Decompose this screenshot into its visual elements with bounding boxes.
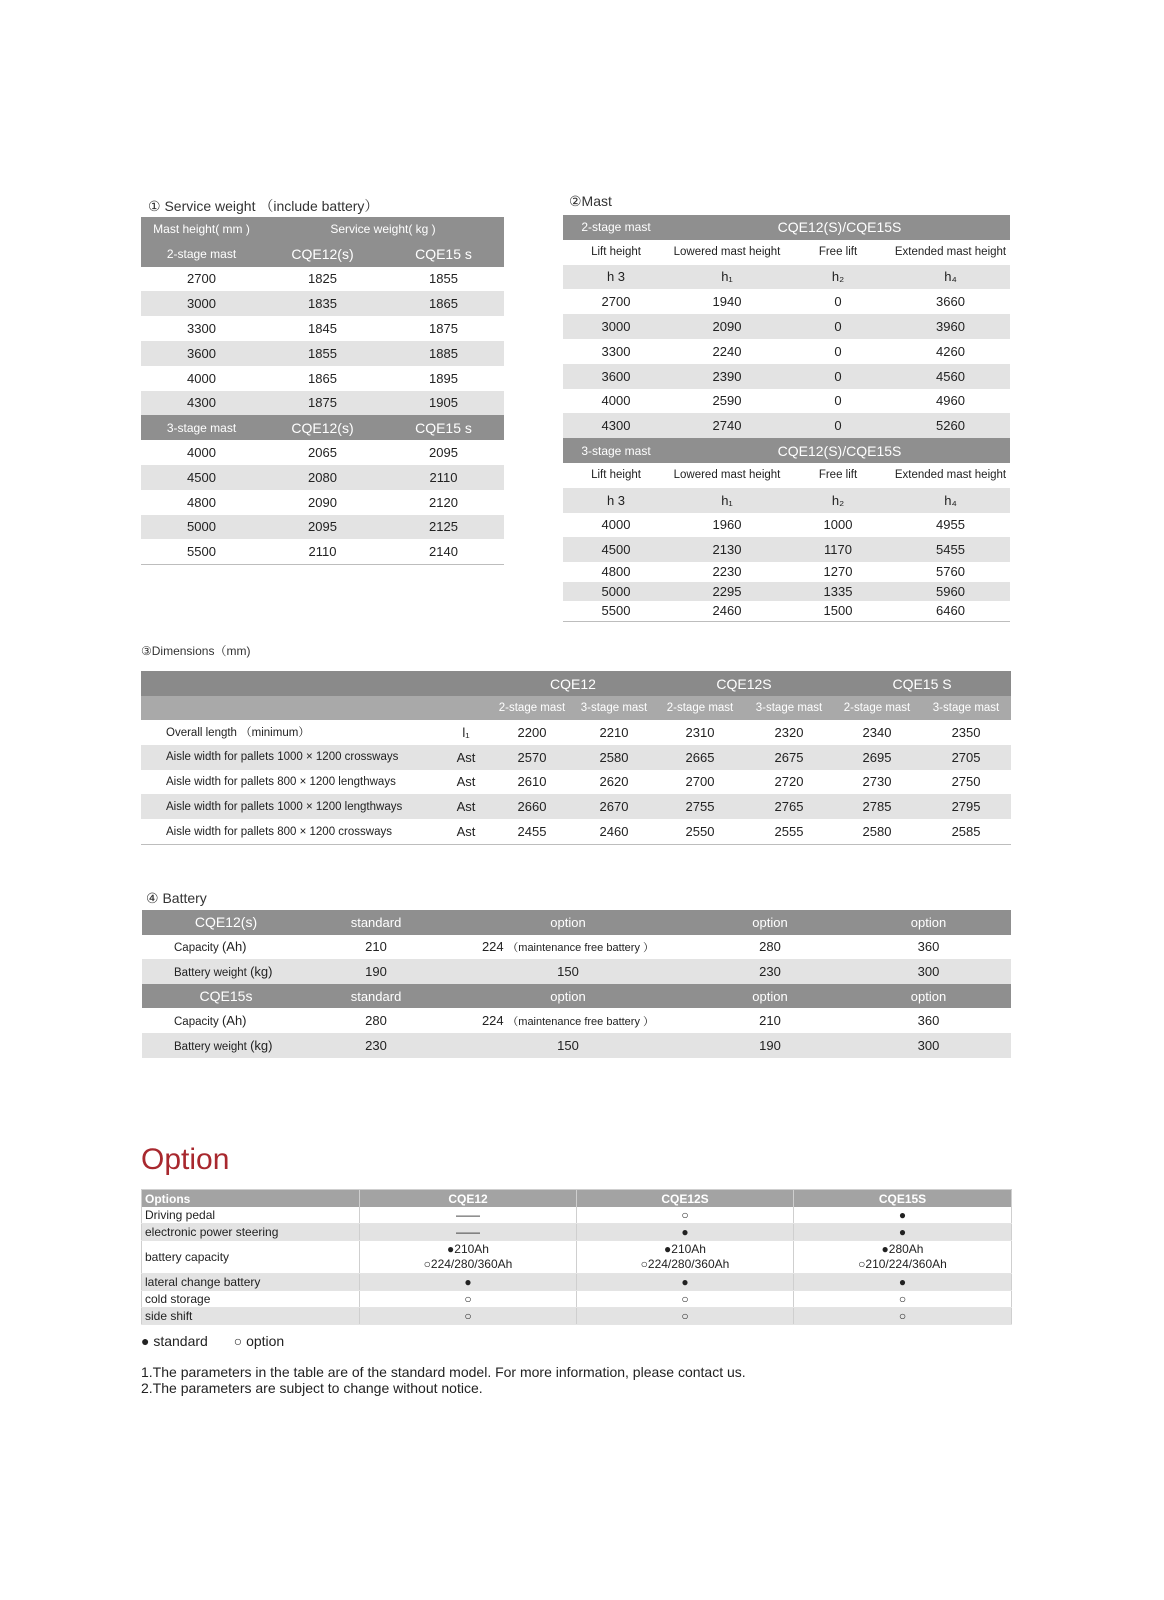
stage-label: 2-stage mast bbox=[833, 696, 921, 720]
service-weight-caption: ① Service weight （include battery） bbox=[148, 198, 379, 214]
cell: 2320 bbox=[774, 724, 804, 740]
cell: 3000 bbox=[141, 291, 262, 316]
mast-labels-row bbox=[563, 463, 1010, 488]
cell: 1500 bbox=[785, 601, 891, 621]
cell: —— bbox=[360, 1207, 577, 1224]
table-row bbox=[142, 1241, 1012, 1274]
cell: 2750 bbox=[951, 774, 981, 790]
cell-note: （maintenance free battery ） bbox=[507, 941, 655, 954]
cell: ● bbox=[794, 1207, 1012, 1224]
unit: (kg) bbox=[250, 1037, 273, 1053]
cell: 300 bbox=[846, 959, 1011, 984]
symbol: l₁ bbox=[462, 724, 470, 740]
table-row bbox=[142, 935, 1011, 960]
cell: 2755 bbox=[655, 794, 745, 819]
table-row bbox=[142, 1207, 1012, 1224]
symbol: Ast bbox=[441, 794, 491, 819]
cell: 3300 bbox=[601, 343, 631, 359]
cell: 210 bbox=[365, 939, 387, 955]
table-row bbox=[141, 490, 504, 515]
column-header: CQE12S bbox=[577, 1190, 794, 1208]
symbol: h₂ bbox=[785, 265, 891, 290]
cell: 3600 bbox=[563, 364, 669, 389]
cell: 4300 bbox=[563, 413, 669, 438]
table-row bbox=[141, 720, 1011, 745]
mast-group-header bbox=[563, 215, 1010, 240]
cell: 2460 bbox=[573, 819, 655, 844]
symbol: Ast bbox=[441, 745, 491, 770]
cell: 230 bbox=[694, 959, 846, 984]
cell: 2240 bbox=[712, 343, 742, 359]
mast-symbols-row bbox=[563, 265, 1010, 290]
row-label bbox=[142, 1008, 310, 1033]
cell: 2295 bbox=[669, 582, 785, 602]
cell: 1270 bbox=[823, 564, 853, 580]
cell: 2695 bbox=[833, 745, 921, 770]
cell: 0 bbox=[834, 343, 842, 359]
cell: 2230 bbox=[712, 564, 742, 580]
table-row bbox=[141, 515, 504, 540]
symbol: h₁ bbox=[669, 488, 785, 513]
cell: 190 bbox=[310, 959, 442, 984]
cell: 4000 bbox=[187, 370, 216, 386]
option-name: lateral change battery bbox=[142, 1274, 360, 1291]
cell: 2665 bbox=[655, 745, 745, 770]
cell: ● bbox=[360, 1274, 577, 1291]
model-label: CQE15s bbox=[142, 984, 310, 1009]
cell: 2765 bbox=[745, 794, 833, 819]
cell: 0 bbox=[785, 364, 891, 389]
stage-label: 2-stage mast bbox=[655, 696, 745, 720]
cell: 2455 bbox=[491, 819, 573, 844]
cell: 4000 bbox=[601, 393, 631, 409]
model-label: CQE12S bbox=[655, 671, 833, 696]
table-row bbox=[563, 513, 1010, 538]
cell: 2090 bbox=[308, 494, 337, 510]
cell-line: ○224/280/360Ah bbox=[640, 1257, 730, 1271]
option-name: battery capacity bbox=[142, 1241, 360, 1274]
cell: ● bbox=[794, 1274, 1012, 1291]
cell-line: ●210Ah bbox=[447, 1242, 489, 1256]
cell: 2590 bbox=[712, 393, 742, 409]
cell: 360 bbox=[917, 1013, 940, 1029]
table-row bbox=[563, 582, 1010, 602]
table-row bbox=[142, 1291, 1012, 1308]
table-row bbox=[141, 770, 1011, 795]
cell: 5960 bbox=[891, 582, 1010, 602]
column-label: option bbox=[846, 910, 1011, 935]
stage-label: 3-stage mast bbox=[745, 696, 833, 720]
cell: 2340 bbox=[862, 724, 892, 740]
symbol: h 3 bbox=[563, 488, 669, 513]
cell: 4800 bbox=[601, 564, 631, 580]
symbol: Ast bbox=[441, 819, 491, 844]
symbol: h₁ bbox=[669, 265, 785, 290]
cell: ○ bbox=[577, 1207, 794, 1224]
row-description: Aisle width for pallets 1000 × 1200 lengthways bbox=[141, 794, 441, 819]
cell: 5260 bbox=[891, 413, 1010, 438]
cell: 4560 bbox=[891, 364, 1010, 389]
cell: 2310 bbox=[685, 724, 715, 740]
cell: 3660 bbox=[936, 294, 965, 310]
cell: 2125 bbox=[383, 515, 504, 540]
column-label: Lowered mast height bbox=[673, 469, 781, 482]
cell: 1885 bbox=[383, 341, 504, 366]
cell: 5000 bbox=[563, 582, 669, 602]
column-label: option bbox=[846, 984, 1011, 1009]
cell: 5455 bbox=[891, 537, 1010, 562]
table-row bbox=[141, 539, 504, 564]
cell: 2795 bbox=[921, 794, 1011, 819]
cell: ○ bbox=[577, 1291, 794, 1308]
row-label-text: Battery weight bbox=[174, 966, 247, 979]
cell: ○ bbox=[794, 1308, 1012, 1325]
table-row bbox=[563, 389, 1010, 414]
cell: ● bbox=[794, 1224, 1012, 1241]
cell: ○ bbox=[360, 1308, 577, 1325]
cell: 1960 bbox=[712, 517, 742, 533]
mast-labels-row bbox=[563, 240, 1010, 265]
cell: 1905 bbox=[383, 391, 504, 416]
battery-group-header bbox=[142, 910, 1011, 935]
row-label-text: Capacity bbox=[174, 942, 219, 955]
table-row bbox=[142, 1308, 1012, 1325]
cell: 5000 bbox=[141, 515, 262, 540]
table-row bbox=[142, 1008, 1011, 1033]
cell: 2620 bbox=[599, 774, 629, 790]
cell: 2700 bbox=[601, 294, 631, 310]
model-label: CQE12(S)/CQE15S bbox=[669, 215, 1010, 240]
service-weight-header-row bbox=[141, 217, 504, 242]
group-label: 3-stage mast bbox=[563, 438, 669, 463]
column-label: Free lift bbox=[818, 469, 858, 482]
cell: 300 bbox=[846, 1033, 1011, 1058]
cell-line: ●280Ah bbox=[881, 1242, 924, 1256]
cell: 2080 bbox=[262, 465, 383, 490]
cell: 2730 bbox=[862, 774, 892, 790]
cell-line: ○224/280/360Ah bbox=[423, 1257, 513, 1271]
cell-note: （maintenance free battery ） bbox=[507, 1015, 655, 1028]
cell: 2700 bbox=[685, 774, 715, 790]
column-label: Lift height bbox=[591, 246, 641, 259]
cell-value: 224 bbox=[481, 938, 504, 954]
cell: 3300 bbox=[187, 321, 216, 337]
cell: 3600 bbox=[141, 341, 262, 366]
cell: 0 bbox=[834, 393, 842, 409]
column-label: standard bbox=[310, 910, 442, 935]
cell: ● bbox=[577, 1224, 794, 1241]
group-label: 2-stage mast bbox=[141, 242, 262, 267]
column-label: option bbox=[442, 984, 694, 1009]
option-title: Option bbox=[141, 1143, 230, 1176]
mast-height-header: Mast height( mm ) bbox=[141, 217, 262, 242]
row-description: Aisle width for pallets 800 × 1200 lengthways bbox=[166, 775, 396, 788]
column-label: option bbox=[694, 984, 846, 1009]
cell bbox=[442, 935, 694, 960]
cell: 2350 bbox=[951, 724, 981, 740]
table-row bbox=[141, 316, 504, 341]
group-label: 3-stage mast bbox=[141, 415, 262, 440]
cell: 4960 bbox=[936, 393, 965, 409]
cell: 2120 bbox=[429, 494, 458, 510]
table-row bbox=[141, 391, 504, 416]
cell: —— bbox=[360, 1224, 577, 1241]
service-weight-table bbox=[141, 217, 504, 565]
option-legend bbox=[141, 1333, 306, 1349]
column-header: CQE15S bbox=[794, 1190, 1012, 1208]
model-label: CQE15 s bbox=[383, 415, 504, 440]
column-label: Free lift bbox=[818, 246, 858, 259]
cell: 2785 bbox=[833, 794, 921, 819]
column-label: option bbox=[694, 910, 846, 935]
mast-caption: ②Mast bbox=[569, 193, 612, 209]
mast-symbols-row bbox=[563, 488, 1010, 513]
cell: 230 bbox=[310, 1033, 442, 1058]
cell: 2390 bbox=[669, 364, 785, 389]
unit: (kg) bbox=[250, 963, 273, 979]
mast-table bbox=[563, 215, 1010, 622]
option-header-row bbox=[142, 1190, 1012, 1208]
row-description: Aisle width for pallets 800 × 1200 crossways bbox=[141, 819, 441, 844]
cell: 2670 bbox=[573, 794, 655, 819]
note-line: 2.The parameters are subject to change without notice. bbox=[141, 1380, 483, 1396]
symbol: h₄ bbox=[891, 488, 1010, 513]
cell bbox=[360, 1241, 577, 1274]
symbol: Ast bbox=[456, 774, 476, 790]
column-label: Extended mast height bbox=[894, 469, 1007, 482]
cell: 1825 bbox=[308, 271, 337, 287]
cell: 5500 bbox=[563, 601, 669, 621]
column-label: standard bbox=[310, 984, 442, 1009]
table-row bbox=[141, 341, 504, 366]
cell: 2065 bbox=[308, 445, 337, 461]
table-row bbox=[141, 440, 504, 465]
column-header: CQE12 bbox=[360, 1190, 577, 1208]
cell: 2130 bbox=[669, 537, 785, 562]
cell: 2720 bbox=[774, 774, 804, 790]
cell: 4800 bbox=[187, 494, 216, 510]
column-label: option bbox=[442, 910, 694, 935]
cell: 4955 bbox=[936, 517, 965, 533]
table-row bbox=[141, 819, 1011, 844]
cell: 2570 bbox=[491, 745, 573, 770]
legend-standard: ● standard bbox=[141, 1333, 208, 1349]
cell: 3000 bbox=[563, 314, 669, 339]
cell: 2610 bbox=[517, 774, 547, 790]
table-row bbox=[563, 601, 1010, 621]
cell: 280 bbox=[759, 939, 781, 955]
table-row bbox=[563, 339, 1010, 364]
battery-caption: ④ Battery bbox=[146, 890, 207, 906]
option-name: cold storage bbox=[142, 1291, 360, 1308]
cell: 1000 bbox=[823, 517, 853, 533]
symbol: h₄ bbox=[891, 265, 1010, 290]
note-line: 1.The parameters in the table are of the standard model. For more information, please contact us. bbox=[141, 1364, 746, 1380]
cell: 4260 bbox=[936, 343, 965, 359]
battery-table bbox=[142, 910, 1011, 1058]
cell: 1335 bbox=[785, 582, 891, 602]
unit: (Ah) bbox=[221, 939, 247, 955]
table-row bbox=[563, 314, 1010, 339]
table-row bbox=[141, 745, 1011, 770]
cell: 1865 bbox=[308, 370, 337, 386]
cell: 2095 bbox=[262, 515, 383, 540]
cell: 2740 bbox=[669, 413, 785, 438]
table-row bbox=[563, 364, 1010, 389]
cell: 360 bbox=[917, 939, 940, 955]
cell bbox=[442, 1008, 694, 1033]
cell: 2580 bbox=[833, 819, 921, 844]
cell-value: 224 bbox=[481, 1012, 504, 1028]
cell: 150 bbox=[442, 959, 694, 984]
cell: 2200 bbox=[517, 724, 547, 740]
service-weight-header: Service weight( kg ) bbox=[262, 217, 504, 242]
cell: 280 bbox=[365, 1013, 387, 1029]
battery-group-header bbox=[142, 984, 1011, 1009]
cell: 5500 bbox=[141, 539, 262, 564]
table-row bbox=[141, 291, 504, 316]
cell: 150 bbox=[442, 1033, 694, 1058]
table-row bbox=[141, 794, 1011, 819]
cell: 2090 bbox=[669, 314, 785, 339]
symbol: h 3 bbox=[563, 265, 669, 290]
symbol: h₂ bbox=[785, 488, 891, 513]
row-label bbox=[142, 935, 310, 960]
row-description: Aisle width for pallets 1000 × 1200 crossways bbox=[141, 745, 441, 770]
mast-group-header bbox=[563, 438, 1010, 463]
cell: 2110 bbox=[383, 465, 504, 490]
dimensions-table bbox=[141, 671, 1011, 845]
cell: 2555 bbox=[745, 819, 833, 844]
dimensions-stage-header bbox=[141, 696, 1011, 720]
column-label: Lift height bbox=[591, 469, 641, 482]
table-row bbox=[563, 413, 1010, 438]
cell: 210 bbox=[759, 1013, 781, 1029]
notes bbox=[141, 1364, 746, 1396]
cell: 2140 bbox=[383, 539, 504, 564]
cell: 2210 bbox=[599, 724, 629, 740]
cell bbox=[577, 1241, 794, 1274]
table-row bbox=[142, 1224, 1012, 1241]
cell: 2585 bbox=[921, 819, 1011, 844]
cell: 0 bbox=[785, 413, 891, 438]
cell: 1170 bbox=[785, 537, 891, 562]
column-label: Extended mast height bbox=[894, 246, 1007, 259]
cell-line: ○210/224/360Ah bbox=[858, 1257, 947, 1271]
stage-label: 2-stage mast bbox=[491, 696, 573, 720]
row-label bbox=[142, 959, 310, 984]
table-row bbox=[142, 1033, 1011, 1058]
row-label bbox=[142, 1033, 310, 1058]
dimensions-model-header bbox=[141, 671, 1011, 696]
cell: 190 bbox=[694, 1033, 846, 1058]
cell: 4300 bbox=[141, 391, 262, 416]
group-label: 2-stage mast bbox=[563, 215, 669, 240]
cell: 1895 bbox=[429, 370, 458, 386]
dimensions-caption: ③Dimensions（mm) bbox=[141, 644, 251, 658]
table-row bbox=[563, 537, 1010, 562]
cell: 4500 bbox=[563, 537, 669, 562]
unit: (Ah) bbox=[221, 1013, 247, 1029]
option-name: side shift bbox=[142, 1308, 360, 1325]
stage-label: 3-stage mast bbox=[921, 696, 1011, 720]
cell: 2705 bbox=[921, 745, 1011, 770]
service-weight-group-header bbox=[141, 415, 504, 440]
cell: 0 bbox=[785, 314, 891, 339]
column-header: Options bbox=[142, 1190, 360, 1208]
cell: 4500 bbox=[141, 465, 262, 490]
cell: 0 bbox=[834, 294, 842, 310]
cell: ○ bbox=[794, 1291, 1012, 1308]
cell: 1875 bbox=[262, 391, 383, 416]
cell: 4000 bbox=[601, 517, 631, 533]
cell: 6460 bbox=[891, 601, 1010, 621]
option-table bbox=[141, 1189, 1012, 1325]
cell: 1875 bbox=[429, 321, 458, 337]
table-row bbox=[141, 366, 504, 391]
row-label-text: Capacity bbox=[174, 1016, 219, 1029]
cell: 5760 bbox=[936, 564, 965, 580]
service-weight-group-header bbox=[141, 242, 504, 267]
model-label: CQE12(S)/CQE15S bbox=[669, 438, 1010, 463]
cell: 2675 bbox=[745, 745, 833, 770]
cell: 2550 bbox=[655, 819, 745, 844]
cell: 1855 bbox=[262, 341, 383, 366]
model-label: CQE12(s) bbox=[262, 242, 383, 267]
cell: 2110 bbox=[262, 539, 383, 564]
cell: 2460 bbox=[669, 601, 785, 621]
table-row bbox=[142, 959, 1011, 984]
table-row bbox=[142, 1274, 1012, 1291]
column-label: Lowered mast height bbox=[673, 246, 781, 259]
cell: 4000 bbox=[187, 445, 216, 461]
legend-option: ○ option bbox=[233, 1333, 285, 1349]
cell: ○ bbox=[360, 1291, 577, 1308]
model-label: CQE15 S bbox=[833, 671, 1011, 696]
model-label: CQE12(s) bbox=[142, 910, 310, 935]
row-label-text: Battery weight bbox=[174, 1040, 247, 1053]
cell: 2580 bbox=[573, 745, 655, 770]
cell: 1845 bbox=[308, 321, 337, 337]
cell: 1940 bbox=[712, 294, 742, 310]
cell: 1835 bbox=[262, 291, 383, 316]
row-description: Overall length （minimum） bbox=[166, 727, 310, 740]
cell: 2095 bbox=[429, 445, 458, 461]
cell: 1855 bbox=[429, 271, 458, 287]
cell: 1865 bbox=[383, 291, 504, 316]
model-label: CQE12 bbox=[491, 671, 655, 696]
table-row bbox=[563, 289, 1010, 314]
cell: 2700 bbox=[187, 271, 216, 287]
table-row bbox=[141, 465, 504, 490]
model-label: CQE12(s) bbox=[262, 415, 383, 440]
option-name: electronic power steering bbox=[142, 1224, 360, 1241]
stage-label: 3-stage mast bbox=[573, 696, 655, 720]
cell: ● bbox=[577, 1274, 794, 1291]
table-row bbox=[563, 562, 1010, 582]
cell bbox=[794, 1241, 1012, 1274]
cell-line: ●210Ah bbox=[664, 1242, 706, 1256]
cell: 2660 bbox=[491, 794, 573, 819]
option-name: Driving pedal bbox=[142, 1207, 360, 1224]
model-label: CQE15 s bbox=[383, 242, 504, 267]
table-row bbox=[141, 267, 504, 292]
cell: 3960 bbox=[891, 314, 1010, 339]
cell: ○ bbox=[577, 1308, 794, 1325]
